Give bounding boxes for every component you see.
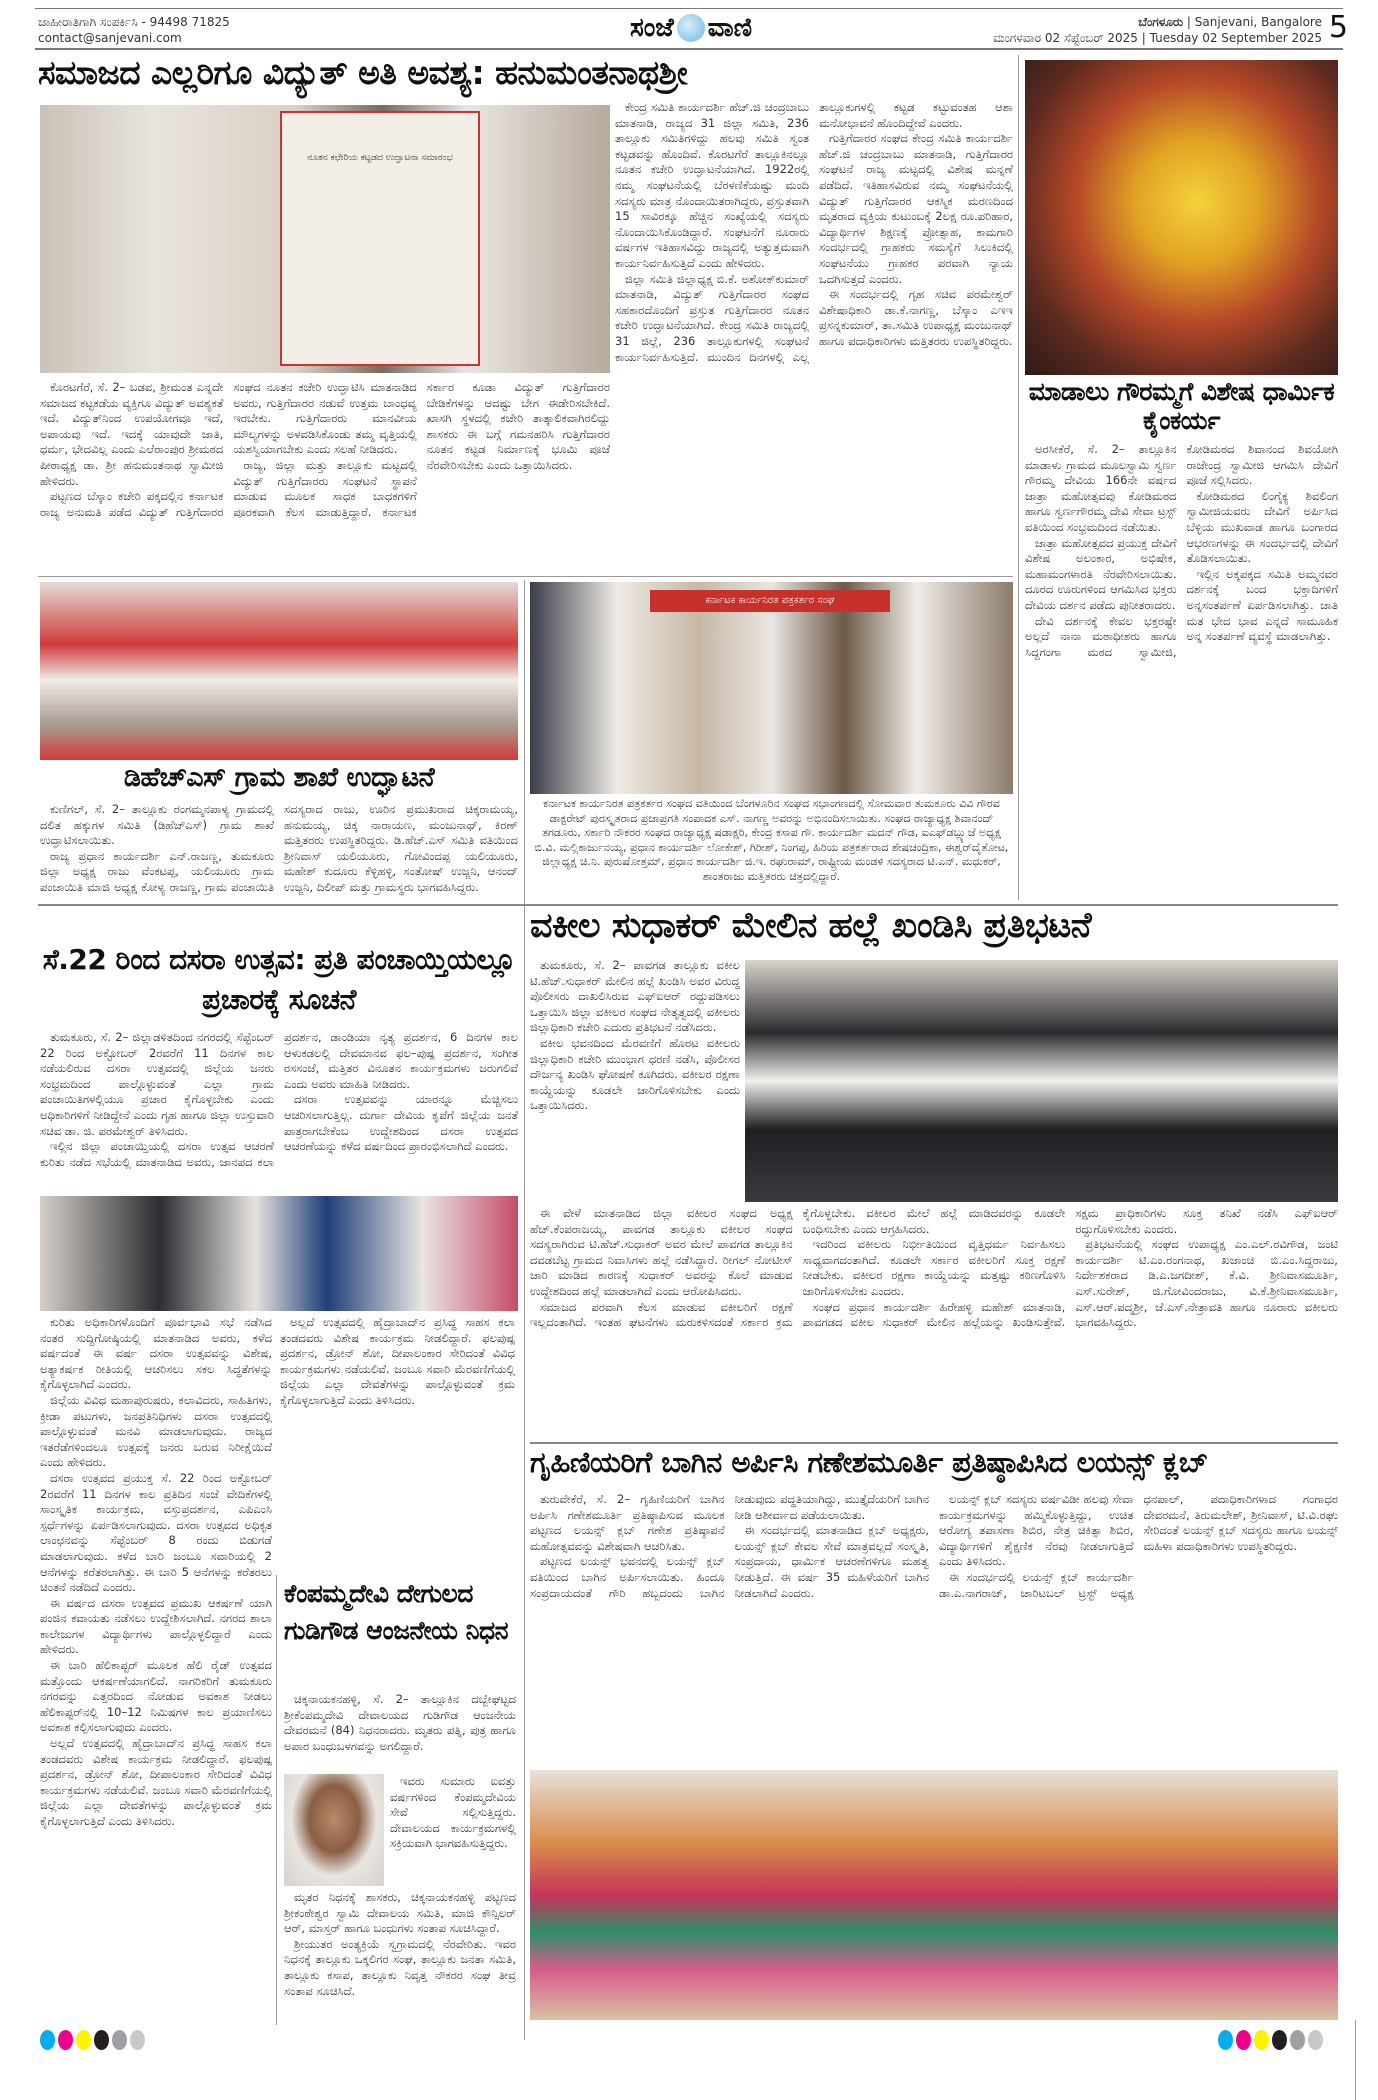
article-madalu-body — [1025, 442, 1338, 900]
trim-line — [1355, 2020, 1356, 2100]
globe-icon — [677, 14, 705, 42]
header-rule — [35, 48, 1343, 50]
newspaper-logo — [596, 10, 786, 46]
paragraph: ಇಲ್ಲಿನ ಅಕ್ಕಪಕ್ಕದ ಸಮಿತಿ ಅಮ್ಮನವರ ದರ್ಶನಕ್ಕೆ ಬಂದ ಭಕ್ತಾದಿಗಳಿಗೆ ಅನ್ನಸಂತರ್ಪಣೆ ಏರ್ಪಡಿಸಲಾಗಿತ್ತು. ಜಾತಿ ಮತ ಭೇದ ಭಾವ ಎನ್ನದೆ ಸಾಮೂಹಿಕ ಅನ್ನ ಸಂತರ್ಪಣೆ ವ್ಯವಸ್ಥೆ ಮಾಡಲಾಗಿತ್ತು. — [1186, 566, 1338, 644]
black-mark — [94, 2030, 109, 2050]
black-mark — [1272, 2030, 1287, 2050]
paragraph: ಪಟ್ಟಣದ ಬೆಸ್ಕಾಂ ಕಚೇರಿ ಪಕ್ಕದಲ್ಲಿನ ಕರ್ನಾಟಕ ರಾಜ್ಯ ಅನುಮತಿ ಪಡೆದ ವಿದ್ಯುತ್ ಗುತ್ತಿಗೆದಾರರ ಸಂಘದ ನೂತನ ಕಚೇರಿ ಉದ್ಘಾಟಿಸಿ ಮಾತನಾಡಿದ ಅವರು, ಗುತ್ತಿಗೆದಾರರ ನಡುವೆ ಉತ್ತಮ ಬಾಂಧವ್ಯ ಇರಬೇಕು. ಗುತ್ತಿಗೆದಾರರು ಮಾನವೀಯ ಮೌಲ್ಯಗಳನ್ನು ಅಳವಡಿಸಿಕೊಂಡು ತಮ್ಮ ವೃತ್ತಿಯಲ್ಲಿ ಯಶಸ್ವಿಯಾಗಬೇಕು ಎಂದು ಸಲಹೆ ನೀಡಿದರು. — [40, 380, 417, 519]
event-banner: ಕರ್ನಾಟಕ ಕಾರ್ಯನಿರತ ಪತ್ರಕರ್ತರ ಸಂಘ — [650, 590, 890, 612]
section-divider — [38, 576, 1013, 577]
paragraph: ಸಮಾಜದ ಪರವಾಗಿ ಕೆಲಸ ಮಾಡುವ ವಕೀಲರಿಗೆ ರಕ್ಷಣೆ ಇಲ್ಲದಂತಾಗಿದೆ. ಇಂತಹ ಘಟನೆಗಳು ಮರುಕಳಿಸದಂತೆ ಸರ್ಕಾರ ಕ್ರಮ ಕೈಗೊಳ್ಳಬೇಕು. ವಕೀಲರ ಮೇಲೆ ಹಲ್ಲೆ ಮಾಡಿದವರನ್ನು ಕೂಡಲೇ ಬಂಧಿಸಬೇಕು ಎಂದು ಆಗ್ರಹಿಸಿದರು. — [530, 1206, 1066, 1330]
portrait-anjaneya — [284, 1774, 384, 1886]
paragraph: ಶ್ರೀಯುತರ ಅಂತ್ಯಕ್ರಿಯೆ ಸ್ವಗ್ರಾಮದಲ್ಲಿ ನೆರವೇರಿತು. ಇವರ ನಿಧನಕ್ಕೆ ತಾಲ್ಲೂಕು ಒಕ್ಕಲಿಗರ ಸಂಘ, ತಾಲ್ಲೂಕು ಜನತಾ ಸಮಿತಿ, ತಾಲ್ಲೂಕು ಕಸಾಪ, ತಾಲ್ಲೂಕು ನಿವೃತ್ತ ನೌಕರರ ಸಂಘ ತೀವ್ರ ಸಂತಾಪ ಸೂಚಿಸಿದೆ. — [284, 1936, 516, 1998]
page-number: 5 — [1328, 10, 1348, 45]
paragraph: ತುರುವೇಕೆರೆ, ಸೆ. 2– ಗೃಹಿಣಿಯರಿಗೆ ಬಾಗಿನ ಅರ್ಪಿಸಿ ಗಣೇಶಮೂರ್ತಿ ಪ್ರತಿಷ್ಠಾಪಿಸುವ ಮೂಲಕ ಪಟ್ಟಣದ ಲಯನ್ಸ್ ಕ್ಲಬ್ ಗಣೇಶ ಪ್ರತಿಷ್ಠಾಪನೆ ಮಹೋತ್ಸವವನ್ನು ವಿಶೇಷವಾಗಿ ಆಚರಿಸಿತು. — [530, 1492, 725, 1553]
article-lawyer-body-a — [530, 958, 740, 1203]
headline-lawyer: ವಕೀಲ ಸುಧಾಕರ್ ಮೇಲಿನ ಹಲ್ಲೆ ಖಂಡಿಸಿ ಪ್ರತಿಭಟನೆ — [530, 906, 1092, 946]
paragraph: ಈ ಸಂದರ್ಭದಲ್ಲಿ ಮಾತನಾಡಿದ ಕ್ಲಬ್ ಅಧ್ಯಕ್ಷರು, ಲಯನ್ಸ್ ಕ್ಲಬ್ ಕೇವಲ ಸೇವೆ ಮಾತ್ರವಲ್ಲದೆ ಸಂಸ್ಕೃತಿ, ಸಂಪ್ರದಾಯ, ಧಾರ್ಮಿಕ ಆಚರಣೆಗಳಿಗೂ ಮಹತ್ವ ನೀಡುತ್ತಿದೆ. ಈ ವರ್ಷ 35 ಮಹಿಳೆಯರಿಗೆ ಬಾಗಿನ ನೀಡಲಾಗಿದೆ ಎಂದರು. — [734, 1523, 929, 1600]
photo-caption-honour: ಕರ್ನಾಟಕ ಕಾರ್ಯನಿರತ ಪತ್ರಕರ್ತರ ಸಂಘದ ವತಿಯಿಂದ ಬೆಂಗಳೂರಿನ ಸಂಘದ ಸಭಾಂಗಣದಲ್ಲಿ ಸೋಮವಾರ ತುಮಕೂರು ವಿವಿ ಗೌರವ ಡಾಕ್ಟರೇಟ್ ಪುರಸ್ಕೃತರಾದ ಪ್ರಜಾಪ್ರಗತಿ ಸಂಪಾದಕ ಎಸ್. ನಾಗಣ್ಣ ಅವರನ್ನು ಅಭಿನಂದಿಸಲಾಯಿತು. ಸಂಘದ ರಾಜ್ಯಾಧ್ಯಕ್ಷ ಶಿವಾನಂದ್ ತಗಡೂರು, ಸರ್ಕಾರಿ ನೌಕರರ ಸಂಘದ ರಾಜ್ಯಾಧ್ಯಕ್ಷ ಷಡಾಕ್ಷರಿ, ಕೇಂದ್ರ ಕಸಾಪ ಗೌ. ಕಾರ್ಯದರ್ಶಿ ಮದನ್ ಗೌಡ, ಐಎಫ್‌ಡಬ್ಲ್ಯುಜೆ ಅಧ್ಯಕ್ಷ ಬಿ.ವಿ. ಮಲ್ಲಿಕಾರ್ಜುನಯ್ಯ, ಪ್ರಧಾನ ಕಾರ್ಯದರ್ಶಿ ಲೋಕೇಶ್, ಗಿರೀಶ್, ನಿಂಗಪ್ಪ, ಹಿರಿಯ ಪತ್ರಕರ್ತರಾದ ಶೇಷಚಂದ್ರಿಕಾ, ಈಶ್ವರ್‌ದೈತೋಟ, ಜಿಲ್ಲಾಧ್ಯಕ್ಷ ಚಿ.ನಿ. ಪುರುಷೋತ್ತಮ್, ಪ್ರಧಾನ ಕಾರ್ಯದರ್ಶಿ ಜಿ.ಇ. ರಘುರಾಮ್, ರಾಷ್ಟ್ರೀಯ ಮಂಡಳಿ ಸದಸ್ಯರಾದ ಟಿ.ಎನ್. ಮಧುಕರ್, ಶಾಂತರಾಜು ಮತ್ತಿತರರು ಚಿತ್ರದಲ್ಲಿದ್ದಾರೆ. — [534, 797, 1009, 883]
article-kempamma-body-a — [284, 1692, 516, 1770]
city: ಬೆಂಗಳೂರು — [1138, 15, 1184, 29]
logo-text-left: ಸಂಜೆ — [629, 12, 674, 43]
paragraph: ದೇವಿ ದರ್ಶನಕ್ಕೆ ಕೇವಲ ಭಕ್ತರಷ್ಟೇ ಅಲ್ಲದೆ ನಾನಾ ಮಠಾಧೀಶರು ಹಾಗೂ ಸಿದ್ದಗಂಗಾ ಮಠದ ಸ್ವಾಮೀಜಿ, ಕೋಡಿಮಠದ ಶಿವಾನಂದ ಶಿವಯೋಗಿ ರಾಜೇಂದ್ರ ಸ್ವಾಮೀಜಿ ಆಗಮಿಸಿ ದೇವಿಗೆ ಪೂಜೆ ಸಲ್ಲಿಸಿದರು. — [1025, 442, 1338, 659]
headline-kempamma: ಕೆಂಪಮ್ಮದೇವಿ ದೇಗುಲದ ಗುಡಿಗೌಡ ಆಂಜನೇಯ ನಿಧನ — [284, 1579, 509, 1645]
paragraph: ಜಿಲ್ಲಾ ಸಮಿತಿ ಜಿಲ್ಲಾಧ್ಯಕ್ಷ ಬಿ.ಕೆ. ಅಶೋಕ್‌ಕುಮಾರ್ ಮಾತನಾಡಿ, ವಿದ್ಯುತ್ ಗುತ್ತಿಗೆದಾರರ ಸಂಘದ ಸಹಕಾರದೊಂದಿಗೆ ಪ್ರಸ್ತುತ ಗುತ್ತಿಗೆದಾರರ ನೂತನ ಕಚೇರಿ ಉದ್ಘಾಟನೆಯಾಗಿದೆ. ಕೇಂದ್ರ ಸಮಿತಿ ರಾಜ್ಯದಲ್ಲಿ 31 ಜಿಲ್ಲೆ, 236 ತಾಲ್ಲೂಕುಗಳಲ್ಲಿ ಸಂಘಟನೆ ಕಾರ್ಯನಿರ್ವಹಿಸುತ್ತಿದೆ. ಮುಂದಿನ ದಿನಗಳಲ್ಲಿ ಎಲ್ಲ ತಾಲ್ಲೂಕುಗಳಲ್ಲಿ ಕಟ್ಟಡ ಕಟ್ಟುವಂತಹ ಆಶಾ ಮನೋಭಾವನೆ ಹೊಂದಿದ್ದೇವೆ ಎಂದರು. — [615, 100, 1013, 364]
paragraph: ಜಾತ್ರಾ ಮಹೋತ್ಸವದ ಪ್ರಯುಕ್ತ ದೇವಿಗೆ ವಿಶೇಷ ಅಲಂಕಾರ, ಅಭಿಷೇಕ, ಮಹಾಮಂಗಳಾರತಿ ನೆರವೇರಿಸಲಾಯಿತು. ದೂರದ ಊರುಗಳಿಂದ ಆಗಮಿಸಿದ ಭಕ್ತರು ದೇವಿಯ ದರ್ಶನ ಪಡೆದು ಪುನೀತರಾದರು. — [1025, 535, 1177, 612]
lightgray-mark — [1308, 2030, 1323, 2050]
masthead-edition — [993, 14, 1322, 46]
paragraph: ಕುಣಿಗಲ್, ಸೆ. 2– ತಾಲ್ಲೂಕು ರಂಗಮ್ಮನಪಾಳ್ಯ ಗ್ರಾಮದಲ್ಲಿ ದಲಿತ ಹಕ್ಕುಗಳ ಸಮಿತಿ (ಡಿಹೆಚ್‌ಎಸ್) ಗ್ರಾಮ ಶಾಖೆ ಉದ್ಘಾಟಿಸಲಾಯಿತು. — [40, 802, 274, 848]
issue-date: ಮಂಗಳವಾರ 02 ಸೆಪ್ಟೆಂಬರ್ 2025 | Tuesday 02 September 2025 — [993, 31, 1322, 45]
photo-dhs-meeting — [40, 582, 518, 760]
paragraph: ಚಿಕ್ಕನಾಯಕನಹಳ್ಳಿ, ಸೆ. 2– ತಾಲ್ಲೂಕಿನ ದಬ್ಬೇಘಟ್ಟದ ಶ್ರೀಕೆಂಪಮ್ಮದೇವಿ ದೇವಾಲಯದ ಗುಡಿಗೌಡ ಆಂಜನೇಯ ದೇವರಮನೆ (84) ನಿಧನರಾದರು. ಮೃತರು ಪತ್ನಿ, ಪುತ್ರ ಹಾಗೂ ಅಪಾರ ಬಂಧುಬಳಗವನ್ನು ಅಗಲಿದ್ದಾರೆ. — [284, 1692, 516, 1753]
paragraph: ಪ್ರತಿಭಟನೆಯಲ್ಲಿ ಸಂಘದ ಉಪಾಧ್ಯಕ್ಷ ಎಂ.ಎಲ್.ರವಿಗೌಡ, ಜಂಟಿ ಕಾರ್ಯದರ್ಶಿ ಟಿ.ಎಂ.ರಂಗನಾಥ, ಖಜಾಂಚಿ ಬಿ.ಎಂ.ಸಿದ್ದರಾಜು, ನಿರ್ದೇಶಕರಾದ ಡಿ.ಎ.ಜಗದೀಶ್, ಕೆ.ವಿ. ಶ್ರೀನಿವಾಸಮೂರ್ತಿ, ಎಸ್.ಸುರೇಶ್, ಜಿ.ಗೋವಿಂದರಾಜು, ವಿ.ಕೆ.ಶ್ರೀನಿವಾಸಮೂರ್ತಿ, ಎಸ್.ಆರ್.ಪದ್ಮಶ್ರೀ, ಜೆ.ಎಸ್.ನೇತ್ರಾವತಿ ಹಾಗೂ ನೂರಾರು ವಕೀಲರು ಭಾಗವಹಿಸಿದ್ದರು. — [1075, 1237, 1338, 1330]
article-lawyer-body-b — [530, 1206, 1338, 1438]
photo-journalist-honour — [530, 582, 1013, 794]
paragraph: ಪಟ್ಟಣದ ಲಯನ್ಸ್ ಭವನದಲ್ಲಿ ಲಯನ್ಸ್ ಕ್ಲಬ್ ವತಿಯಿಂದ ಬಾಗಿನ ಅರ್ಪಿಸಲಾಯಿತು. ಹಿಂದೂ ಸಂಪ್ರದಾಯದಂತೆ ಗೌರಿ ಹಬ್ಬದಂದು ಬಾಗಿನ ನೀಡುವುದು ಪದ್ಧತಿಯಾಗಿದ್ದು, ಮುತ್ತೈದೆಯರಿಗೆ ಬಾಗಿನ ನೀಡಿ ಆಶೀರ್ವಾದ ಪಡೆಯಲಾಯಿತು. — [530, 1492, 929, 1600]
inauguration-plaque — [280, 111, 480, 366]
column-divider — [276, 1575, 277, 2025]
paragraph: ಲಯನ್ಸ್ ಕ್ಲಬ್ ಸದಸ್ಯರು ವರ್ಷವಿಡೀ ಹಲವು ಸೇವಾ ಕಾರ್ಯಕ್ರಮಗಳನ್ನು ಹಮ್ಮಿಕೊಳ್ಳುತ್ತಿದ್ದು, ಉಚಿತ ಆರೋಗ್ಯ ತಪಾಸಣಾ ಶಿಬಿರ, ನೇತ್ರ ಚಿಕಿತ್ಸಾ ಶಿಬಿರ, ವಿದ್ಯಾರ್ಥಿಗಳಿಗೆ ಶೈಕ್ಷಣಿಕ ನೆರವು ನೀಡಲಾಗುತ್ತಿದೆ ಎಂದು ತಿಳಿಸಿದರು. — [939, 1492, 1134, 1569]
photo-lions-club-bagina — [530, 1770, 1338, 2020]
headline-lions: ಗೃಹಿಣಿಯರಿಗೆ ಬಾಗಿನ ಅರ್ಪಿಸಿ ಗಣೇಶಮೂರ್ತಿ ಪ್ರತಿಷ್ಠಾಪಿಸಿದ ಲಯನ್ಸ್ ಕ್ಲಬ್ — [530, 1445, 1208, 1479]
magenta-mark — [1236, 2030, 1251, 2050]
photo-dasara-meeting — [40, 1196, 518, 1311]
logo-text-right: ವಾಣಿ — [707, 12, 753, 43]
paragraph: ಅಲ್ಲದೆ ಉತ್ಸವದಲ್ಲಿ ಹೈದ್ರಾಬಾದ್‌ನ ಪ್ರಸಿದ್ಧ ಸಾಹಸ ಕಲಾ ತಂಡದವರು ವಿಶೇಷ ಕಾರ್ಯಕ್ರಮ ನೀಡಲಿದ್ದಾರೆ. ಫಲಪುಷ್ಪ ಪ್ರದರ್ಶನ, ಡ್ರೋನ್ ಶೋ, ದೀಪಾಲಂಕಾರ ಸೇರಿದಂತೆ ವಿವಿಧ ಕಾರ್ಯಕ್ರಮಗಳು ನಡೆಯಲಿವೆ. ಜಂಬೂ ಸವಾರಿ ಮೆರವಣಿಗೆಯಲ್ಲಿ ಜಿಲ್ಲೆಯ ಎಲ್ಲಾ ದೇವತೆಗಳನ್ನು ಪಾಲ್ಗೊಳ್ಳುವಂತೆ ಕ್ರಮ ಕೈಗೊಳ್ಳಲಾಗುತ್ತಿದೆ ಎಂದು ತಿಳಿಸಿದರು. — [40, 1736, 272, 1828]
gray-mark — [112, 2030, 127, 2050]
registration-marks-left — [40, 2030, 145, 2050]
paragraph: ಗುತ್ತಿಗೆದಾರರ ಸಂಘದ ಕೇಂದ್ರ ಸಮಿತಿ ಕಾರ್ಯದರ್ಶಿ ಹೆಚ್.ಜಿ ಚಂದ್ರಬಾಬು ಮಾತನಾಡಿ, ಗುತ್ತಿಗೆದಾರರ ಸಂಘಟನೆ ರಾಜ್ಯ ಮಟ್ಟದಲ್ಲಿ ವಿಶೇಷ ಮನ್ನಣೆ ಪಡೆದಿದೆ. ಇತಿಹಾಸವಿರುವ ನಮ್ಮ ಸಂಘಟನೆಯಲ್ಲಿ ವಿದ್ಯುತ್ ಗುತ್ತಿಗೆದಾರರ ಆಕಸ್ಮಿಕ ಮರಣದಿಂದ ಮೃತರಾದ ವ್ಯಕ್ತಿಯ ಕುಟುಂಬಕ್ಕೆ 2ಲಕ್ಷ ರೂ.ಪರಿಹಾರ, ವಿದ್ಯಾರ್ಥಿಗಳ ಶಿಕ್ಷಣಕ್ಕೆ ಪ್ರೋತ್ಸಾಹ, ಕಾಮಗಾರಿ ಸಂದರ್ಭದಲ್ಲಿ ಗ್ರಾಹಕರು ಸಮಸ್ಯೆಗೆ ಸಿಲುಕಿದಲ್ಲಿ ಸಂಘಟನೆಯು ಗ್ರಾಹಕರ ಪರವಾಗಿ ನ್ಯಾಯ ಒದಗಿಸುತ್ತದೆ ಎಂದರು. — [819, 131, 1013, 286]
paragraph: ಜಿಲ್ಲೆಯ ವಿವಿಧ ಮಹಾಪುರುಷರು, ಕಲಾವಿದರು, ಸಾಹಿತಿಗಳು, ಕ್ರೀಡಾ ಪಟುಗಳು, ಜನಪ್ರತಿನಿಧಿಗಳು ದಸರಾ ಉತ್ಸವದಲ್ಲಿ ಪಾಲ್ಗೊಳ್ಳುವಂತೆ ಮನವಿ ಮಾಡಲಾಗುವುದು. ರಾಜ್ಯದ ಇತರೆಡೆಗಳಿಂದಲೂ ಉತ್ಸವಕ್ಕೆ ಜನರು ಬರುವ ನಿರೀಕ್ಷೆಯಿದೆ ಎಂದು ಹೇಳಿದರು. — [40, 1392, 272, 1470]
top-rule — [35, 8, 1343, 9]
paragraph: ರಾಜ್ಯ ಪ್ರಧಾನ ಕಾರ್ಯದರ್ಶಿ ಎನ್.ರಾಜಣ್ಣ, ತುಮಕೂರು ಜಿಲ್ಲಾ ಅಧ್ಯಕ್ಷ ರಾಜು ವೆಂಕಟಪ್ಪ, ಯಲಿಯೂರು ಗ್ರಾಮ ಪಂಚಾಯಿತಿ ಮಾಜಿ ಅಧ್ಯಕ್ಷ ಕೋಳ್ಯ ರಾಜಣ್ಣ, ಗ್ರಾಮ ಪಂಚಾಯಿತಿ ಸದಸ್ಯರಾದ ರಾಜು, ಊರಿನ ಪ್ರಮುಖರಾದ ಚಿಕ್ಕರಾಮಯ್ಯ, ಹನುಮಯ್ಯ, ಚಿಕ್ಕ ನಾರಾಯಣ, ಮಂಜುನಾಥ್, ಕಿರಣ್ ಮತ್ತಿತರರು ಉಪಸ್ಥಿತರಿದ್ದರು. ಡಿ.ಹೆಚ್.ಎಸ್ ಸಮಿತಿ ವತಿಯಿಂದ ಶ್ರೀನಿವಾಸ್ ಯಲಿಯೂರು, ಗೋವಿಂದಪ್ಪ ಯಲಿಯೂರು, ಮಹೇಶ್ ಕುದೂರು ಕೆಳ್ಳಿಹಳ್ಳಿ, ಸಂತೋಷ್ ಉಜ್ಜನಿ, ಆನಂದ್ ಉಜ್ಜನಿ, ದಿಲೀಪ್ ಮತ್ತು ಗ್ರಾಮಸ್ಥರು ಭಾಗವಹಿಸಿದ್ದರು. — [40, 802, 518, 894]
article-electricity-body-b — [615, 100, 1013, 572]
paragraph: ತುಮಕೂರು, ಸೆ. 2– ಪಾವಗಡ ತಾಲ್ಲೂಕು ವಕೀಲ ಟಿ.ಹೆಚ್.ಸುಧಾಕರ್ ಮೇಲಿನ ಹಲ್ಲೆ ಖಂಡಿಸಿ ಅವರ ವಿರುದ್ಧ ಪೊಲೀಸರು ದಾಖಲಿಸಿರುವ ಎಫ್‌ಐಆರ್ ರದ್ದುಪಡಿಸಲು ಒತ್ತಾಯಿಸಿ ಜಿಲ್ಲಾ ವಕೀಲರ ಸಂಘದ ನೇತೃತ್ವದಲ್ಲಿ ವಕೀಲರು ಜಿಲ್ಲಾಧಿಕಾರಿ ಕಚೇರಿ ಎದುರು ಪ್ರತಿಭಟನೆ ನಡೆಸಿದರು. — [530, 958, 740, 1035]
paragraph: ಮೃತರ ನಿಧನಕ್ಕೆ ಶಾಸಕರು, ಚಿಕ್ಕನಾಯಕನಹಳ್ಳಿ ಪಟ್ಟಣದ ಶ್ರೀಕಂಠೇಶ್ವರ ಸ್ವಾಮಿ ದೇವಾಲಯ ಸಮಿತಿ, ಮಾಜಿ ಕೌನ್ಸಿಲರ್ ಆರ್, ಮಾಸ್ತರ್ ಹಾಗೂ ಬಂಧುಗಳು ಸಂತಾಪ ಸೂಚಿಸಿದ್ದಾರೆ. — [284, 1890, 516, 1936]
article-dasara-body-a — [40, 1030, 518, 1193]
masthead-contact — [38, 14, 230, 46]
gray-mark — [1290, 2030, 1305, 2050]
paragraph: ತುಮಕೂರು, ಸೆ. 2– ಜಿಲ್ಲಾಡಳಿತದಿಂದ ನಗರದಲ್ಲಿ ಸೆಪ್ಟೆಂಬರ್ 22 ರಿಂದ ಅಕ್ಟೋಬರ್ 2ರವರೆಗೆ 11 ದಿನಗಳ ಕಾಲ ನಡೆಯಲಿರುವ ದಸರಾ ಉತ್ಸವದಲ್ಲಿ ಜಿಲ್ಲೆಯ ಜನರು ಸಂಭ್ರಮದಿಂದ ಪಾಲ್ಗೊಳ್ಳುವಂತೆ ಎಲ್ಲಾ ಗ್ರಾಮ ಪಂಚಾಯಿತಿಗಳಲ್ಲಿಯೂ ಪ್ರಚಾರ ಕೈಗೊಳ್ಳಬೇಕು ಎಂದು ಅಧಿಕಾರಿಗಳಿಗೆ ನೀಡಿದ್ದೇನೆ ಎಂದು ಗೃಹ ಹಾಗೂ ಜಿಲ್ಲಾ ಉಸ್ತುವಾರಿ ಸಚಿವ ಡಾ. ಜಿ. ಪರಮೇಶ್ವರ್ ತಿಳಿಸಿದರು. — [40, 1030, 274, 1138]
paragraph: ಅರಸೀಕೆರೆ, ಸೆ. 2– ತಾಲ್ಲೂಕಿನ ಮಾಡಾಳು ಗ್ರಾಮದ ಮೂಲಸ್ವಾಮಿ ಸ್ವರ್ಣ ಗೌರಮ್ಮ ದೇವಿಯ 166ನೇ ವರ್ಷದ ಜಾತ್ರಾ ಮಹೋತ್ಸವವು ಕೋಡಿಮಠದ ಹಾಗೂ ಸ್ವರ್ಣಗೌರಮ್ಮ ದೇವಿ ಸೇವಾ ಟ್ರಸ್ಟ್ ವತಿಯಿಂದ ಸಂಭ್ರಮದಿಂದ ನಡೆಯಿತು. — [1025, 442, 1177, 534]
headline-dasara: ಸೆ.22 ರಿಂದ ದಸರಾ ಉತ್ಸವ: ಪ್ರತಿ ಪಂಚಾಯ್ತಿಯಲ್ಲೂ ಪ್ರಚಾರಕ್ಕೆ ಸೂಚನೆ — [42, 943, 516, 1016]
paragraph: ವಕೀಲ ಭವನದಿಂದ ಮೆರವಣಿಗೆ ಹೊರಟ ವಕೀಲರು ಜಿಲ್ಲಾಧಿಕಾರಿ ಕಚೇರಿ ಮುಂಭಾಗ ಧರಣಿ ನಡೆಸಿ, ಪೊಲೀಸರ ದೌರ್ಜನ್ಯ ಖಂಡಿಸಿ ಘೋಷಣೆ ಕೂಗಿದರು. ವಕೀಲರ ರಕ್ಷಣಾ ಕಾಯ್ದೆಯನ್ನು ಕೂಡಲೇ ಜಾರಿಗೊಳಿಸಬೇಕು ಎಂದು ಒತ್ತಾಯಿಸಿದರು. — [530, 1035, 740, 1113]
headline-dhs: ಡಿಹೆಚ್‌ಎಸ್ ಗ್ರಾಮ ಶಾಖೆ ಉದ್ಘಾಟನೆ — [123, 762, 435, 793]
column-divider — [1018, 55, 1019, 900]
yellow-mark — [76, 2030, 91, 2050]
section-divider — [530, 1442, 1338, 1444]
headline-electricity: ಸಮಾಜದ ಎಲ್ಲರಿಗೂ ವಿದ್ಯುತ್ ಅತಿ ಅವಶ್ಯ: ಹನುಮಂತನಾಥಶ್ರೀ — [38, 53, 688, 92]
paragraph: ದಸರಾ ಉತ್ಸವವನ್ನು ಯಾರನ್ನೂ ಮೆಚ್ಚಿಸಲು ಆಚರಿಸಲಾಗುತ್ತಿಲ್ಲ. ದುರ್ಗಾ ದೇವಿಯ ಕೃಪೆಗೆ ಜಿಲ್ಲೆಯ ಜನತೆ ಪಾತ್ರರಾಗಬೇಕೆಂಬ ಉದ್ದೇಶದಿಂದ ದಸರಾ ಉತ್ಸವದ ಆಚರಣೆಯನ್ನು ಕಳೆದ ವರ್ಷದಿಂದ ಪ್ರಾರಂಭಿಸಲಾಗಿದೆ ಎಂದರು. — [284, 1092, 518, 1154]
paragraph: ಕೊರಟಗೆರೆ, ಸೆ. 2– ಬಡವ, ಶ್ರೀಮಂತ ಎನ್ನದೇ ಸಮಾಜದ ಕಟ್ಟಕಡೆಯ ವ್ಯಕ್ತಿಗೂ ವಿದ್ಯುತ್ ಅವಶ್ಯಕತೆ ಇದೆ. ವಿದ್ಯುತ್‌ನಿಂದ ಉಪಯೋಗವೂ ಇದೆ, ಅಪಾಯವು ಇದೆ. ಇದಕ್ಕೆ ಯಾವುದೇ ಜಾತಿ, ಧರ್ಮ, ಭೇದವಿಲ್ಲ ಎಂದು ಎಲೆರಾಂಪುರ ಶ್ರೀಮಠದ ಪೀಠಾಧ್ಯಕ್ಷ ಡಾ. ಶ್ರೀ ಹನುಮಂತನಾಥ ಸ್ವಾಮೀಜಿ ಹೇಳಿದರು. — [40, 380, 224, 488]
paragraph: ಇವರು ಸುಮಾರು ಐವತ್ತು ವರ್ಷಗಳಿಂದ ಕೆಂಪಮ್ಮದೇವಿಯ ಸೇವೆ ಸಲ್ಲಿಸುತ್ತಿದ್ದರು. ದೇವಾಲಯದ ಕಾರ್ಯಕ್ರಮಗಳಲ್ಲಿ ಸಕ್ರಿಯವಾಗಿ ಭಾಗವಹಿಸುತ್ತಿದ್ದರು. — [390, 1774, 516, 1851]
registration-marks-right — [1218, 2030, 1323, 2050]
edition: | Sanjevani, Bangalore — [1186, 15, 1322, 29]
email-link[interactable]: contact@sanjevani.com — [38, 31, 182, 45]
article-kempamma-body-c — [284, 1890, 516, 2022]
article-dhs-body — [40, 802, 518, 900]
article-electricity-body-a — [40, 380, 610, 572]
photo-office-inauguration — [40, 105, 610, 373]
lightgray-mark — [130, 2030, 145, 2050]
paragraph: ಈ ಸಂದರ್ಭದಲ್ಲಿ ಗೃಹ ಸಚಿವ ಪರಮೇಶ್ವರ್ ವಿಶೇಷಾಧಿಕಾರಿ ಡಾ.ಕೆ.ನಾಗಣ್ಣ, ಬೆಸ್ಕಾಂ ಎಇಇ ಪ್ರಸನ್ನಕುಮಾರ್, ತಾ.ಸಮಿತಿ ಉಪಾಧ್ಯಕ್ಷ ಮಂಜುನಾಥ್ ಹಾಗೂ ಪದಾಧಿಕಾರಿಗಳು ಮತ್ತಿತರರು ಉಪಸ್ಥಿತರಿದ್ದರು. — [819, 287, 1013, 348]
ad-contact: ಜಾಹೀರಾತಿಗಾಗಿ ಸಂಪರ್ಕಿಸಿ - 94498 71825 — [38, 15, 230, 29]
cyan-mark — [40, 2030, 55, 2050]
cyan-mark — [1218, 2030, 1233, 2050]
headline-madalu: ಮಾಡಾಲು ಗೌರಮ್ಮಗೆ ವಿಶೇಷ ಧಾರ್ಮಿಕ ಕೈಂಕರ್ಯ — [1028, 377, 1335, 435]
magenta-mark — [58, 2030, 73, 2050]
paragraph: ಕೋಡಿಮಠದ ಲಿಂಗೈಕ್ಯ ಶಿವಲಿಂಗ ಸ್ವಾಮೀಜಿಯವರು ದೇವಿಗೆ ಅರ್ಪಿಸಿದ ಬೆಳ್ಳಿಯ ಮುಖವಾಡ ಹಾಗೂ ಬಂಗಾರದ ಆಭರಣಗಳನ್ನು ಈ ಸಂದರ್ಭದಲ್ಲಿ ದೇವಿಗೆ ತೊಡಿಸಲಾಯಿತು. — [1186, 488, 1338, 566]
article-lions-body — [530, 1492, 1338, 1764]
paragraph: ಸಂಘದ ಪ್ರಧಾನ ಕಾರ್ಯದರ್ಶಿ ಹಿರೇಹಳ್ಳಿ ಮಹೇಶ್ ಮಾತನಾಡಿ, ಪಾವಗಡದ ವಕೀಲ ಸುಧಾಕರ್ ಮೇಲಿನ ಹಲ್ಲೆಯನ್ನು ಖಂಡಿಸುತ್ತೇವೆ. ಸಕ್ಷಮ ಪ್ರಾಧಿಕಾರಿಗಳು ಸೂಕ್ತ ತನಿಖೆ ನಡೆಸಿ ಎಫ್‌ಐಆರ್ ರದ್ದುಗೊಳಿಸಬೇಕು ಎಂದರು. — [802, 1206, 1338, 1330]
article-kempamma-body-b — [390, 1774, 516, 1886]
paragraph: ರಾಜ್ಯ, ಜಿಲ್ಲಾ ಮತ್ತು ತಾಲ್ಲೂಕು ಮಟ್ಟದಲ್ಲಿ ವಿದ್ಯುತ್ ಗುತ್ತಿಗೆದಾರರು ಸಂಘಟನೆ ಸ್ಥಾಪನೆ ಮಾಡುವ ಮೂಲಕ ಸಾಧಕ ಬಾಧಕಗಳಿಗೆ ಪೂರಕವಾಗಿ ಕೆಲಸ ಮಾಡುತ್ತಿದ್ದಾರೆ. ಕರ್ನಾಟಕ ಸರ್ಕಾರ ಕೂಡಾ ವಿದ್ಯುತ್ ಗುತ್ತಿಗೆದಾರರ ಬೇಡಿಕೆಗಳನ್ನು ಆದಷ್ಟು ಬೇಗ ಈಡೇರಿಸಬೇಕಿದೆ. ಖಾಸಗಿ ಸ್ಥಳದಲ್ಲಿ ಕಚೇರಿ ತಾತ್ಕಾಲಿಕವಾಗಿರಲಿದ್ದು ಶಾಸಕರು ಈ ಬಗ್ಗೆ ಗಮನಹರಿಸಿ ಗುತ್ತಿಗೆದಾರರ ನೂತನ ಕಟ್ಟಡ ನಿರ್ಮಾಣಕ್ಕೆ ಭೂಮಿ ಪೂಜೆ ನೆರವೇರಿಸಬೇಕು ಎಂದು ಒತ್ತಾಯಿಸಿದರು. — [233, 380, 610, 519]
article-dasara-body-b — [40, 1315, 272, 2023]
article-dasara-body-c — [280, 1315, 515, 1570]
paragraph: ಈ ಸಂದರ್ಭದಲ್ಲಿ ಲಯನ್ಸ್ ಕ್ಲಬ್ ಕಾರ್ಯದರ್ಶಿ ಡಾ.ಎ.ನಾಗರಾಜ್, ಚಾರಿಟಬಲ್ ಟ್ರಸ್ಟ್ ಅಧ್ಯಕ್ಷ ಧನಪಾಲ್, ಪದಾಧಿಕಾರಿಗಳಾದ ಗಂಗಾಧರ ದೇವರಮನೆ, ತಿರುಮಲೇಶ್, ಶ್ರೀನಿವಾಸ್, ಟಿ.ವಿ.ರಘು ಸೇರಿದಂತೆ ಲಯನ್ಸ್ ಕ್ಲಬ್ ಸದಸ್ಯರು ಹಾಗೂ ಲಯನ್ಸ್ ಮಹಿಳಾ ಪದಾಧಿಕಾರಿಗಳು ಉಪಸ್ಥಿತರಿದ್ದರು. — [939, 1492, 1338, 1600]
plaque-text: ನೂತನ ಕಛೇರಿಯ ಕಟ್ಟಡದ ಉದ್ಘಾಟನಾ ಸಮಾರಂಭ — [307, 153, 453, 163]
yellow-mark — [1254, 2030, 1269, 2050]
paragraph: ಕೇಂದ್ರ ಸಮಿತಿ ಕಾರ್ಯದರ್ಶಿ ಹೆಚ್.ಜಿ ಚಂದ್ರಬಾಬು ಮಾತನಾಡಿ, ರಾಜ್ಯದ 31 ಜಿಲ್ಲಾ ಸಮಿತಿ, 236 ತಾಲ್ಲೂಕು ಸಮಿತಿಗಳಿದ್ದು ಹಲವು ಸಮಿತಿ ಸ್ವಂತ ಕಟ್ಟಡವನ್ನು ಹೊಂದಿವೆ. ಕೊರಟಗೆರೆ ತಾಲ್ಲೂಕಿನಲ್ಲೂ ನೂತನ ಕಚೇರಿ ಉದ್ಘಾಟನೆಯಾಗಿದೆ. 1922ರಲ್ಲಿ ನಮ್ಮ ಸಂಘಟನೆಯಲ್ಲಿ ಬೆರಳಣಿಕೆಯಷ್ಟು ಮಂದಿ ಸದಸ್ಯರು ಮಾತ್ರ ನೊಂದಾಯಿತರಾಗಿದ್ದರು, ಪ್ರಸ್ತುತವಾಗಿ 15 ಸಾವಿರಕ್ಕೂ ಹೆಚ್ಚಿನ ಸಂಖ್ಯೆಯಲ್ಲಿ ಸದಸ್ಯರು ನೊಂದಾಯಿಸಿಕೊಂಡಿದ್ದಾರೆ. ಸಂಘಟನೆಗೆ ನೂರಾರು ವರ್ಷಗಳ ಇತಿಹಾಸವಿದ್ದು ರಾಜ್ಯದಲ್ಲಿ ಅತ್ಯುತ್ತಮವಾಗಿ ಕಾರ್ಯನಿರ್ವಹಿಸುತ್ತಿದೆ ಎಂದು ಹೇಳಿದರು. — [615, 100, 809, 270]
paragraph: ಈ ವರ್ಷದ ದಸರಾ ಉತ್ಸವದ ಪ್ರಮುಖ ಆಕರ್ಷಣೆ ಯಾಗಿ ಪಂಜಿನ ಕವಾಯತು ನಡೆಸಲು ಉದ್ದೇಶಿಸಲಾಗಿದೆ. ನಗರದ ಶಾಲಾ ಕಾಲೇಜುಗಳ ವಿದ್ಯಾರ್ಥಿಗಳು ಪಾಲ್ಗೊಳ್ಳಲಿದ್ದಾರೆ ಎಂದು ಹೇಳಿದರು. — [40, 1595, 272, 1657]
photo-lawyers-protest — [745, 960, 1338, 1202]
paragraph: ಈ ಬಾರಿ ಹೆಲಿಕಾಪ್ಟರ್ ಮೂಲಕ ಹೆಲಿ ರೈಡ್ ಉತ್ಸವದ ಮತ್ತೊಂದು ಆಕರ್ಷಣೆಯಾಗಲಿದೆ. ನಾಗರಿಕರಿಗೆ ತುಮಕೂರು ನಗರವನ್ನು ಎತ್ತರದಿಂದ ನೋಡುವ ಅವಕಾಶ ನೀಡಲು ಹೆಲಿಕಾಪ್ಟರ್‌ನಲ್ಲಿ 10–12 ನಿಮಿಷಗಳ ಕಾಲ ಪ್ರಯಾಣಿಸಲು ಅವಕಾಶ ಕಲ್ಪಿಸಲಾಗುವುದು ಎಂದರು. — [40, 1658, 272, 1735]
paragraph: ಕುರಿತು ಅಧಿಕಾರಿಗಳೊಂದಿಗೆ ಪೂರ್ವಭಾವಿ ಸಭೆ ನಡೆಸಿದ ನಂತರ ಸುದ್ದಿಗೋಷ್ಠಿಯಲ್ಲಿ ಮಾತನಾಡಿದ ಅವರು, ಕಳೆದ ವರ್ಷದಂತೆ ಈ ವರ್ಷ ದಸರಾ ಉತ್ಸವವನ್ನು ವಿಶೇಷ, ಅತ್ಯಾಕರ್ಷಕ ರೀತಿಯಲ್ಲಿ ಆಚರಿಸಲು ಸಕಲ ಸಿದ್ಧತೆಗಳನ್ನು ಕೈಗೊಳ್ಳಲಾಗಿದೆ ಎಂದರು. — [40, 1315, 272, 1392]
paragraph: ಇದರಿಂದ ವಕೀಲರು ನಿರ್ಭೀತಿಯಿಂದ ವೃತ್ತಿಧರ್ಮ ನಿರ್ವಹಿಸಲು ಸಾಧ್ಯವಾಗದಂತಾಗಿದೆ. ಕೂಡಲೇ ಸರ್ಕಾರ ವಕೀಲರಿಗೆ ಸೂಕ್ತ ರಕ್ಷಣೆ ನೀಡಬೇಕು. ವಕೀಲರ ರಕ್ಷಣಾ ಕಾಯ್ದೆಯನ್ನು ಮತ್ತಷ್ಟು ಕಠಿಣಗೊಳಿಸಿ ಜಾರಿಗೊಳಿಸಬೇಕು ಎಂದರು. — [802, 1237, 1066, 1298]
paragraph: ದಸರಾ ಉತ್ಸವದ ಪ್ರಯುಕ್ತ ಸೆ. 22 ರಿಂದ ಅಕ್ಟೋಬರ್ 2ರವರೆಗೆ 11 ದಿನಗಳ ಕಾಲ ಪ್ರತಿದಿನ ಸಂಜೆ ವೇದಿಕೆಗಳಲ್ಲಿ ಸಾಂಸ್ಕೃತಿಕ ಕಾರ್ಯಕ್ರಮ, ವಸ್ತುಪ್ರದರ್ಶನ, ಎಪಿಎಂಸಿ ಸ್ಪರ್ಧೆಗಳನ್ನು ಏರ್ಪಡಿಸಲಾಗುವುದು. ದಸರಾ ಉತ್ಸವದ ಅಧಿಕೃತ ಲಾಂಛನವನ್ನು ಸೆಪ್ಟೆಂಬರ್ 8 ರಂದು ಬಿಡುಗಡೆ ಮಾಡಲಾಗುವುದು. ಕಳೆದ ಬಾರಿ ಜಂಬೂ ಸವಾರಿಯಲ್ಲಿ 2 ಆನೆಗಳನ್ನು ಕರೆತರಲಾಗಿತ್ತು. ಈ ಬಾರಿ 5 ಆನೆಗಳನ್ನು ಕರೆತರಲು ಚಿಂತನೆ ನಡೆದಿದೆ ಎಂದರು. — [40, 1470, 272, 1595]
column-divider — [524, 580, 525, 2040]
paragraph: ಅಲ್ಲದೆ ಉತ್ಸವದಲ್ಲಿ ಹೈದ್ರಾಬಾದ್‌ನ ಪ್ರಸಿದ್ಧ ಸಾಹಸ ಕಲಾ ತಂಡದವರು ವಿಶೇಷ ಕಾರ್ಯಕ್ರಮ ನೀಡಲಿದ್ದಾರೆ. ಫಲಪುಷ್ಪ ಪ್ರದರ್ಶನ, ಡ್ರೋನ್ ಶೋ, ದೀಪಾಲಂಕಾರ ಸೇರಿದಂತೆ ವಿವಿಧ ಕಾರ್ಯಕ್ರಮಗಳು ನಡೆಯಲಿವೆ. ಜಂಬೂ ಸವಾರಿ ಮೆರವಣಿಗೆಯಲ್ಲಿ ಜಿಲ್ಲೆಯ ಎಲ್ಲಾ ದೇವತೆಗಳನ್ನು ಪಾಲ್ಗೊಳ್ಳುವಂತೆ ಕ್ರಮ ಕೈಗೊಳ್ಳಲಾಗುತ್ತಿದೆ ಎಂದು ತಿಳಿಸಿದರು. — [280, 1315, 515, 1407]
paragraph: ಈ ವೇಳೆ ಮಾತನಾಡಿದ ಜಿಲ್ಲಾ ವಕೀಲರ ಸಂಘದ ಅಧ್ಯಕ್ಷ ಹೆಚ್.ಕೆಂಪರಾಜಯ್ಯ, ಪಾವಗಡ ತಾಲ್ಲೂಕು ವಕೀಲರ ಸಂಘದ ಸದಸ್ಯರಾಗಿರುವ ಟಿ.ಹೆಚ್.ಸುಧಾಕರ್ ಅವರ ಮೇಲೆ ಪಾವಗಡ ತಾಲ್ಲೂಕಿನ ದವಡಬೆಟ್ಟ ಗ್ರಾಮದ ನಿವಾಸಿಗಳು ಹಲ್ಲೆ ನಡೆಸಿದ್ದಾರೆ. ರೀಗಲ್ ನೋಟೀಸ್ ಜಾರಿ ಮಾಡಿದ ಕಾರಣಕ್ಕೆ ಸುಧಾಕರ್ ಅವರನ್ನು ಕೊಲೆ ಮಾಡುವ ಉದ್ದೇಶದಿಂದ ಹಲ್ಲೆ ಮಾಡಲಾಗಿದೆ ಎಂದು ಆರೋಪಿಸಿದರು. — [530, 1206, 793, 1298]
paragraph: ಇಲ್ಲಿನ ಜಿಲ್ಲಾ ಪಂಚಾಯ್ತಿಯಲ್ಲಿ ದಸರಾ ಉತ್ಸವ ಆಚರಣೆ ಕುರಿತು ನಡೆದ ಸಭೆಯಲ್ಲಿ ಮಾತನಾಡಿದ ಅವರು, ಜಾನಪದ ಕಲಾ ಪ್ರದರ್ಶನ, ಡಾಂಡಿಯಾ ನೃತ್ಯ ಪ್ರದರ್ಶನ, 6 ದಿನಗಳ ಕಾಲ ಆಳುಕಡಲಲ್ಲಿ ದೇವಮಾನವ ಫಲ–ಪುಷ್ಪ ಪ್ರದರ್ಶನ, ಸಂಗೀತ ರಸಸಂಜೆ, ಮತ್ತಿತರ ವಿನೂತನ ಕಾರ್ಯಕ್ರಮಗಳು ಜರುಗಲಿವೆ ಎಂದು ಅವರು ಮಾಹಿತಿ ನೀಡಿದರು. — [40, 1030, 518, 1169]
photo-temple-ritual — [1025, 60, 1338, 375]
